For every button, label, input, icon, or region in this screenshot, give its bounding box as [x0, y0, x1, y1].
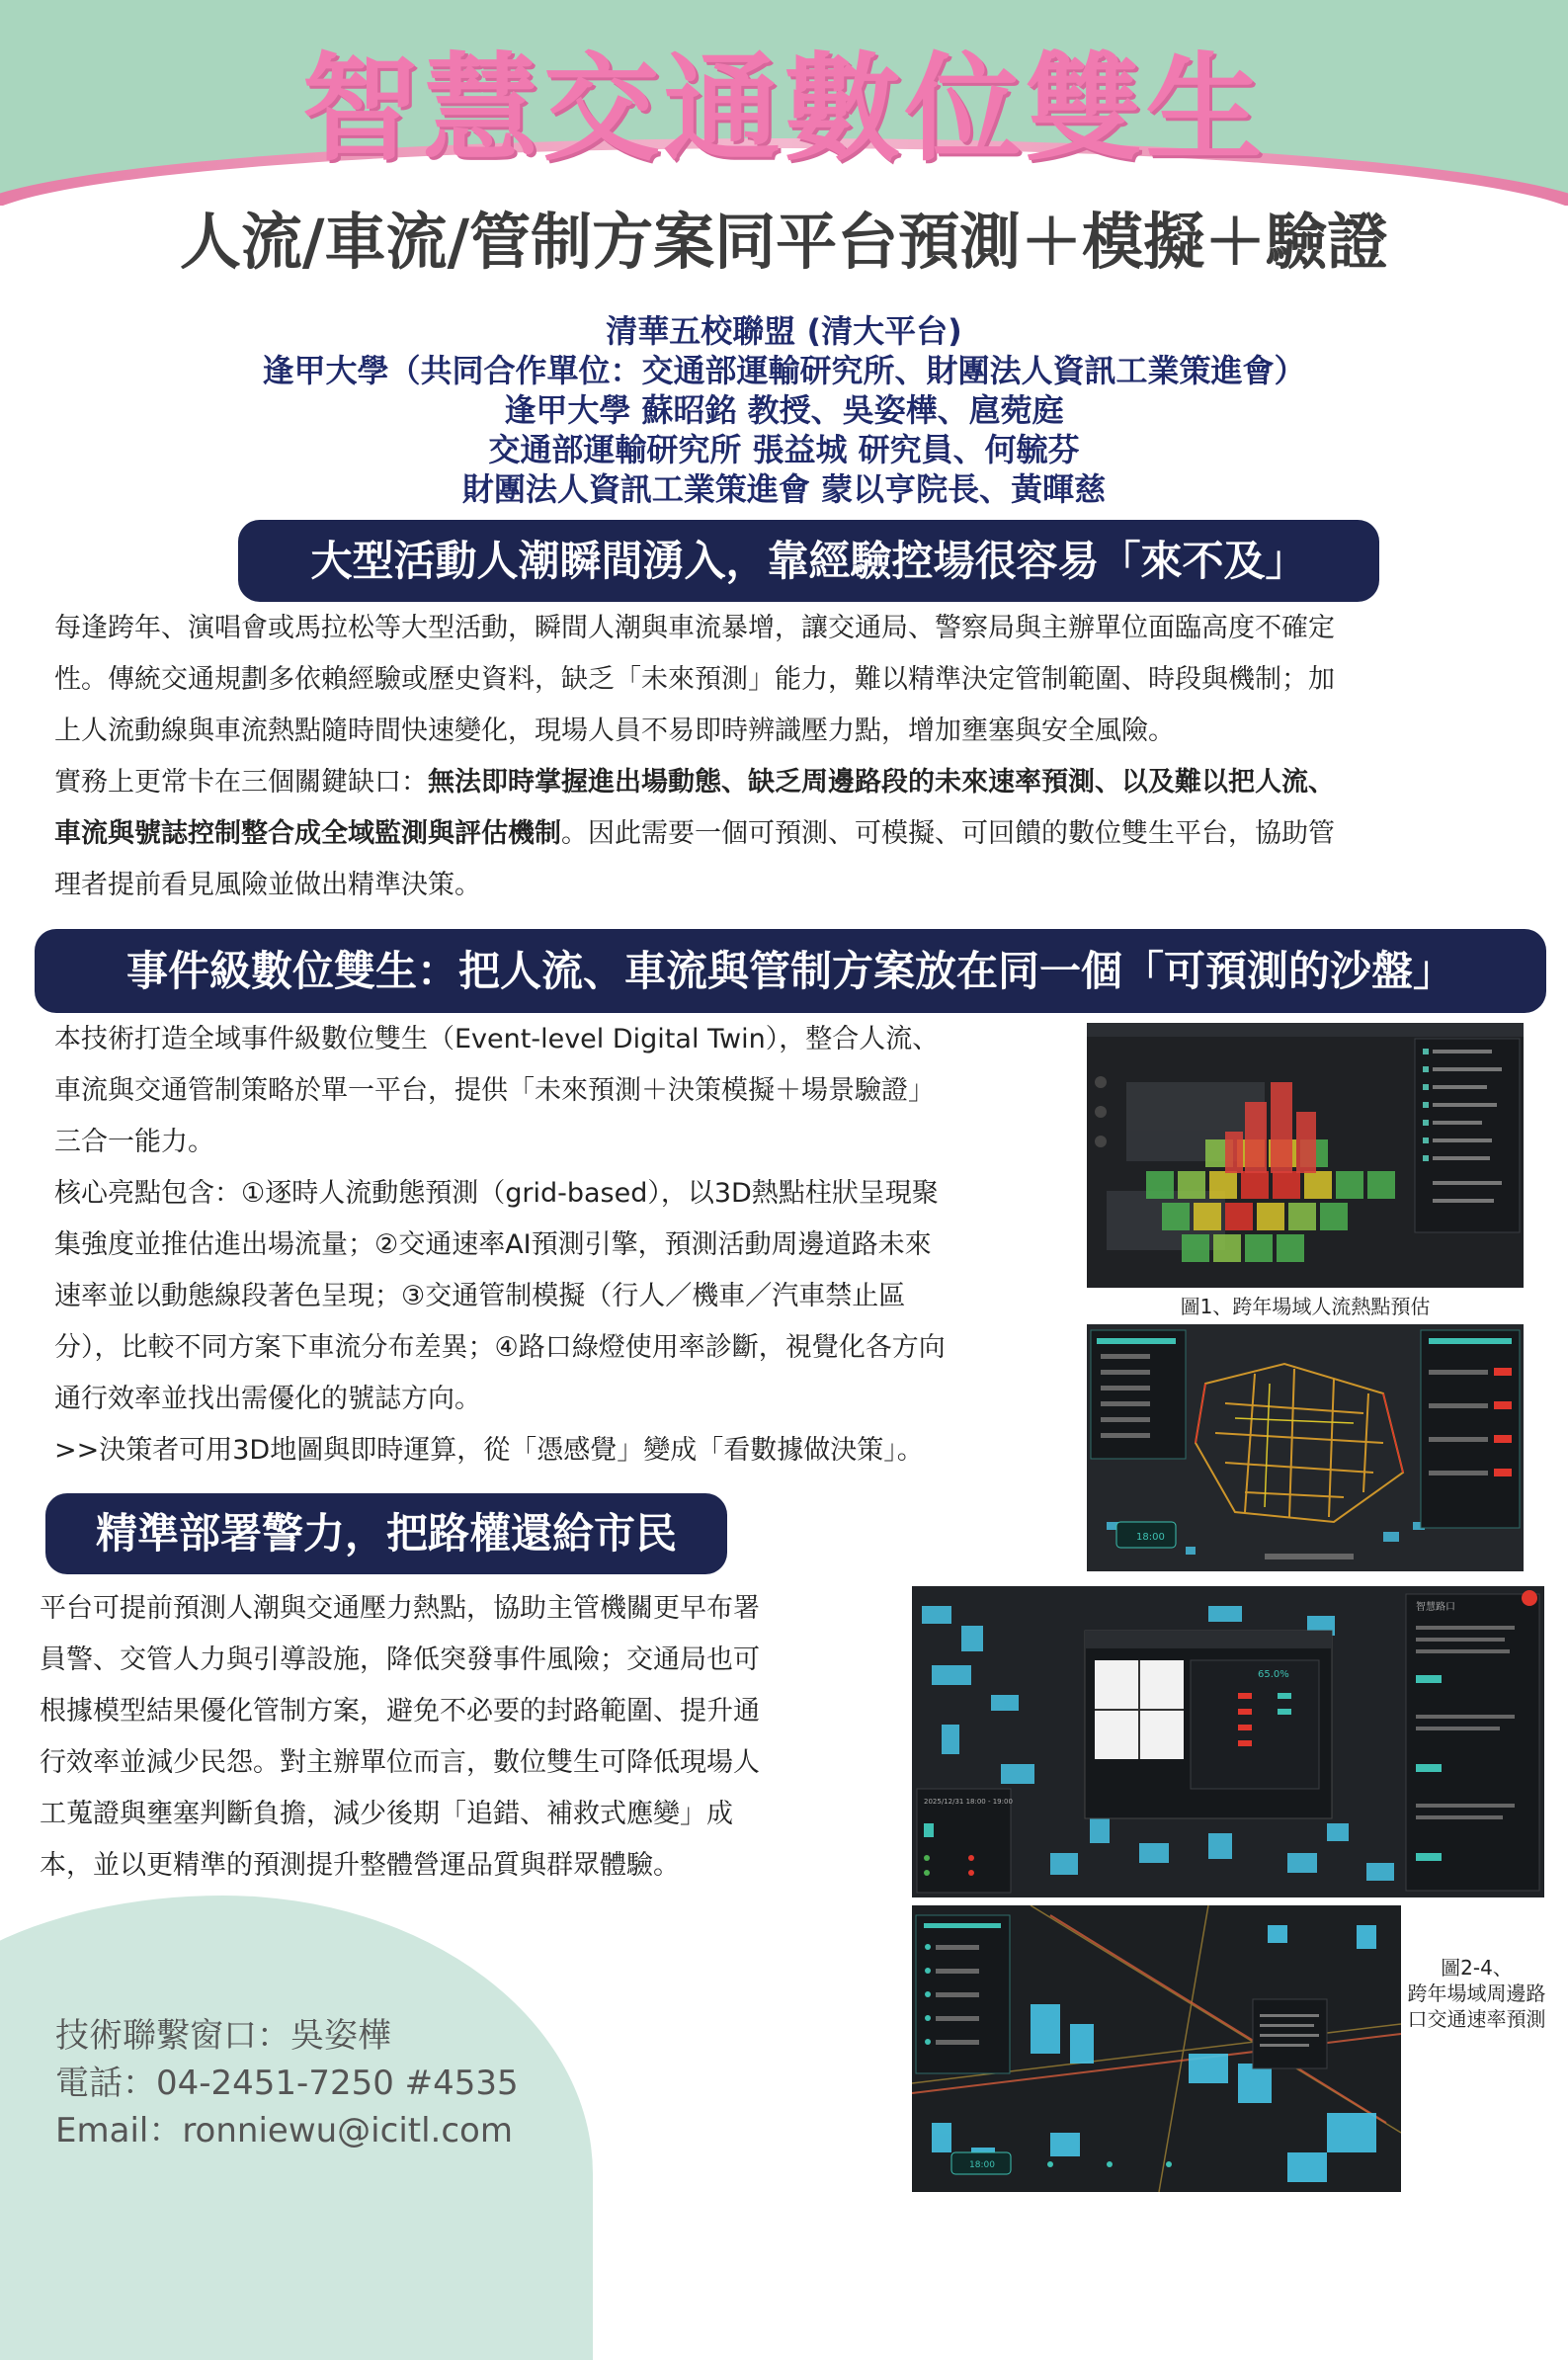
section1-p2-bold2: 車流與號誌控制整合成全域監測與評估機制	[54, 818, 561, 849]
figure24-caption-line: 口交通速率預測	[1407, 2007, 1546, 2031]
intersection-dashboard-graphic	[912, 1586, 1544, 1897]
fig3-date-readout: 2025/12/31 18:00 - 19:00	[924, 1798, 1013, 1806]
section1-p2-prefix: 實務上更常卡在三個關鍵缺口：	[54, 767, 428, 798]
road-network-graphic	[1087, 1324, 1524, 1571]
figure24-caption	[1395, 1955, 1558, 2032]
author-line-1: 清華五校聯盟 (清大平台)	[606, 312, 962, 350]
fig3-panel-title: 智慧路口	[1416, 1602, 1455, 1613]
figure2-road-speed-screenshot	[1087, 1324, 1524, 1571]
section2-line: >>決策者可用3D地圖與即時運算，從「憑感覺」變成「看數據做決策」。	[54, 1435, 924, 1466]
section1-p2-suffix: 。因此需要一個可預測、可模擬、可回饋的數位雙生平台，協助管	[561, 818, 1335, 849]
section3-line: 本，並以更精準的預測提升整體營運品質與群眾體驗。	[40, 1850, 680, 1881]
section2-line: 三合一能力。	[54, 1127, 214, 1157]
section2-line: 本技術打造全域事件級數位雙生（Event-level Digital Twin），整合人流、	[54, 1024, 940, 1054]
traffic-speed-graphic	[912, 1905, 1401, 2192]
fig4-time-readout: 18:00	[969, 2160, 995, 2170]
author-line-3: 逢甲大學 蘇昭銘 教授、吳姿樺、扈菀庭	[504, 391, 1064, 429]
section1-line: 上人流動線與車流熱點隨時間快速變化，現場人員不易即時辨識壓力點，增加壅塞與安全風險。	[54, 716, 1175, 746]
section1-line: 每逢跨年、演唱會或馬拉松等大型活動，瞬間人潮與車流暴增，讓交通局、警察局與主辦單位面臨高度不確定	[54, 613, 1335, 643]
section1-body	[54, 603, 1536, 911]
section3-line: 工蒐證與壅塞判斷負擔，減少後期「追錯、補救式應變」成	[40, 1799, 733, 1829]
section1-line: 理者提前看見風險並做出精準決策。	[54, 870, 481, 900]
section3-line: 行效率並減少民怨。對主辦單位而言，數位雙生可降低現場人	[40, 1747, 760, 1778]
contact-email: Email：ronniewu@icitl.com	[55, 2111, 513, 2150]
author-line-5: 財團法人資訊工業策進會 蒙以亨院長、黃暉慈	[461, 470, 1107, 508]
section3-line: 平台可提前預測人潮與交通壓力熱點，協助主管機關更早布署	[40, 1593, 760, 1624]
figure1-heatmap-screenshot	[1087, 1023, 1524, 1288]
section2-line: 集強度並推估進出場流量；②交通速率AI預測引擎，預測活動周邊道路未來	[54, 1229, 932, 1260]
figure24-caption-line: 圖2-4、	[1441, 1956, 1513, 1980]
section1-heading: 大型活動人潮瞬間湧入，靠經驗控場很容易「來不及」	[238, 520, 1379, 602]
section3-line: 根據模型結果優化管制方案，避免不必要的封路範圍、提升通	[40, 1696, 760, 1727]
section1-para2-line2	[54, 808, 1536, 860]
section2-line: 速率並以動態線段著色呈現；③交通管制模擬（行人／機車／汽車禁止區	[54, 1281, 906, 1311]
contact-person: 技術聯繫窗口：吳姿樺	[55, 2016, 391, 2056]
section3-line: 員警、交管人力與引導設施，降低突發事件風險；交通局也可	[40, 1644, 760, 1675]
section2-line: 車流與交通管制策略於單一平台，提供「未來預測＋決策模擬＋場景驗證」	[54, 1075, 935, 1106]
figure4-traffic-speed-screenshot	[912, 1905, 1401, 2192]
section2-line: 核心亮點包含：①逐時人流動態預測（grid-based），以3D熱點柱狀呈現聚	[54, 1178, 939, 1209]
figure24-caption-line: 跨年場域周邊路	[1407, 1981, 1546, 2005]
fig2-time-readout: 18:00	[1136, 1532, 1165, 1543]
heatmap-3d-graphic	[1087, 1023, 1524, 1288]
figure3-intersection-screenshot	[912, 1586, 1544, 1897]
author-line-2: 逢甲大學（共同合作單位：交通部運輸研究所、財團法人資訊工業策進會）	[262, 352, 1306, 389]
figure1-caption: 圖1、跨年場域人流熱點預估	[1180, 1295, 1431, 1318]
author-line-4: 交通部運輸研究所 張益城 研究員、何毓芬	[488, 431, 1080, 468]
section2-line: 通行效率並找出需優化的號誌方向。	[54, 1384, 481, 1414]
section1-para2-line1	[54, 757, 1536, 808]
section2-body	[54, 1014, 1097, 1476]
section3-heading: 精準部署警力，把路權還給市民	[45, 1493, 727, 1574]
fig3-popup-value: 65.0%	[1258, 1669, 1289, 1680]
section1-p2-bold1: 無法即時掌握進出場動態、缺乏周邊路段的未來速率預測、以及難以把人流、	[428, 767, 1335, 798]
section1-line: 性。傳統交通規劃多依賴經驗或歷史資料，缺乏「未來預測」能力，難以精準決定管制範圍、時段與機制；加	[54, 664, 1335, 695]
page-title: 智慧交通數位雙生	[301, 41, 1267, 177]
page-subtitle: 人流/車流/管制方案同平台預測＋模擬＋驗證	[179, 206, 1389, 278]
section2-line: 分），比較不同方案下車流分布差異；④路口綠燈使用率診斷，視覺化各方向	[54, 1332, 946, 1363]
section2-heading: 事件級數位雙生：把人流、車流與管制方案放在同一個「可預測的沙盤」	[35, 929, 1546, 1013]
section3-body	[40, 1583, 909, 1892]
contact-phone: 電話：04-2451-7250 #4535	[55, 2064, 519, 2103]
